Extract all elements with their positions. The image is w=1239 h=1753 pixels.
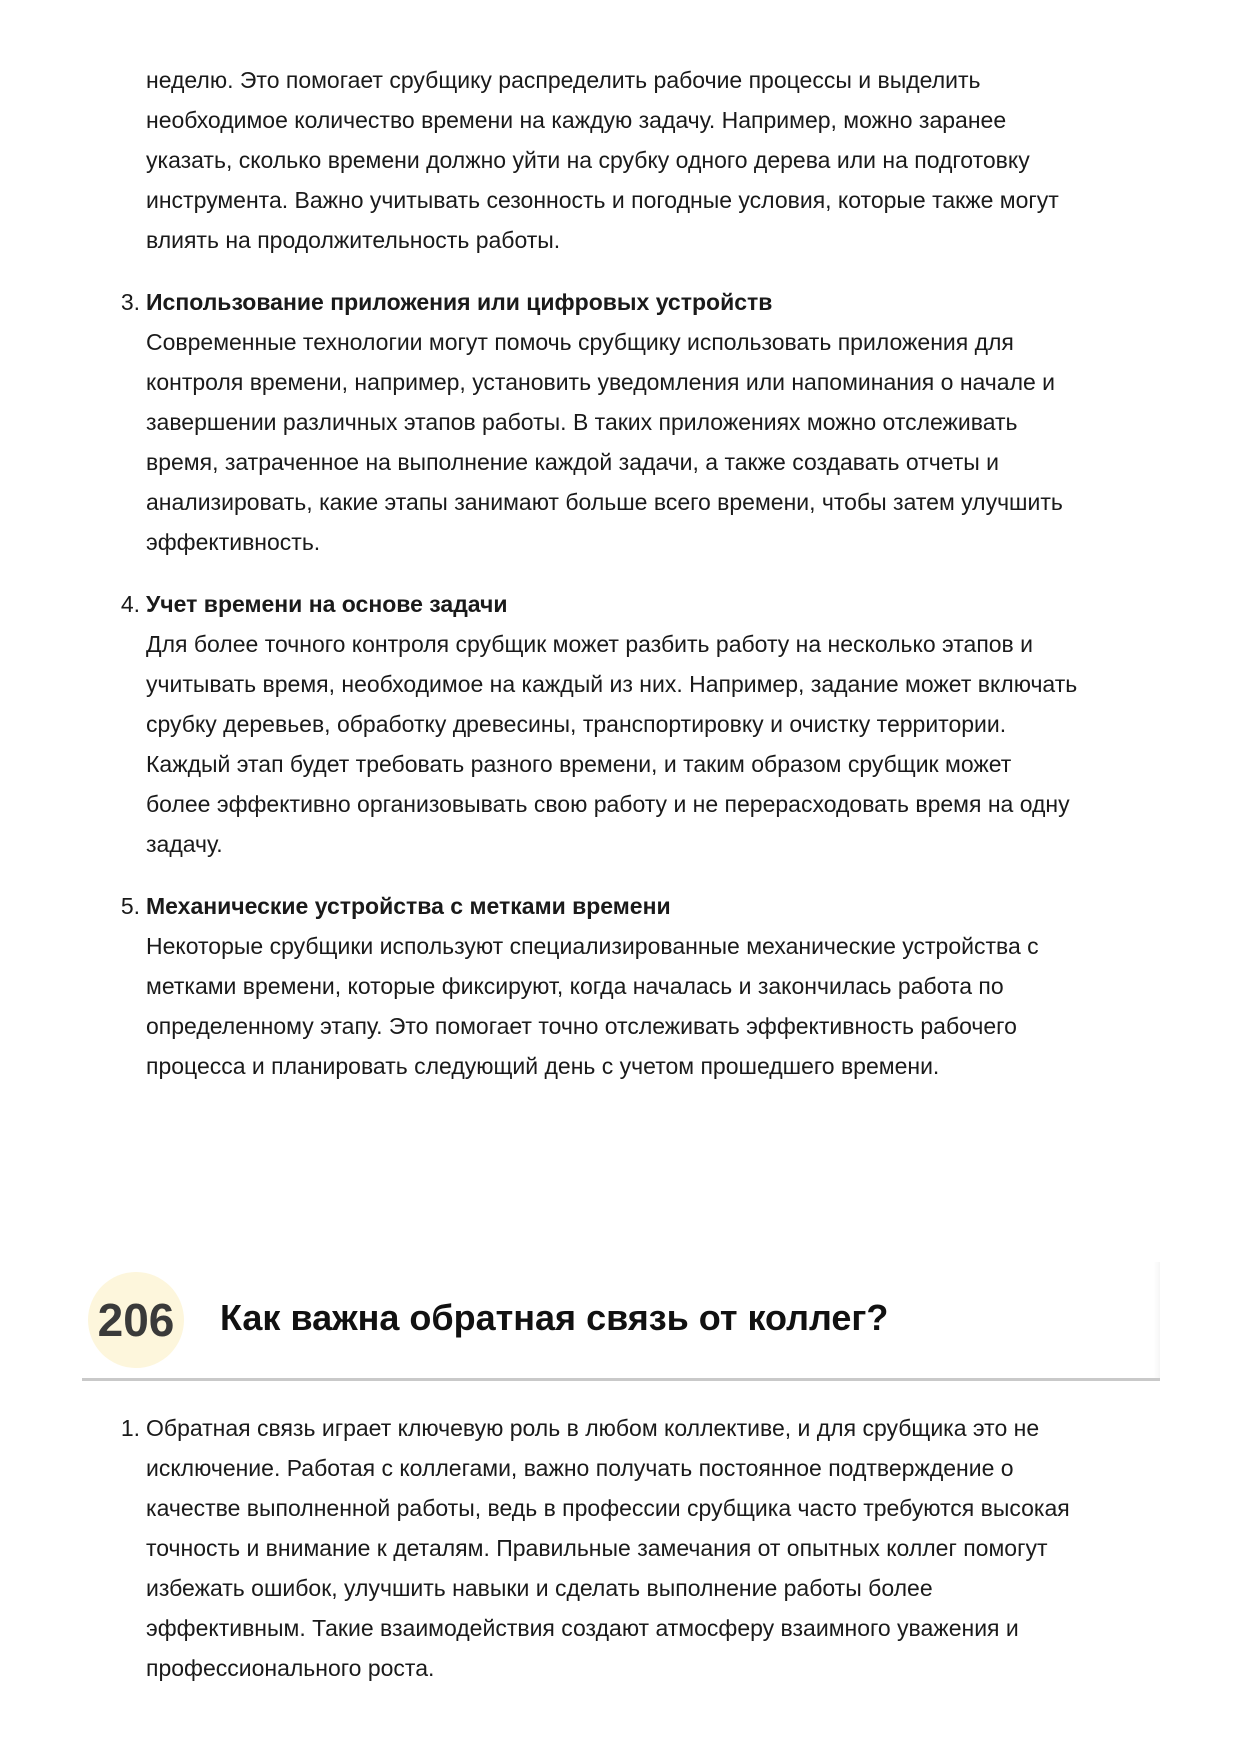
header-edge bbox=[1154, 1262, 1160, 1378]
text-line: контроля времени, например, установить уведомления или напоминания о начале и bbox=[146, 369, 1056, 395]
list-item-title: Учет времени на основе задачи bbox=[146, 591, 508, 617]
list-item-number: 3. bbox=[120, 289, 140, 315]
text-line: Для более точного контроля срубщик может разбить работу на несколько этапов и bbox=[146, 631, 1034, 657]
text-line: учитывать время, необходимое на каждый из них. Например, задание может включать bbox=[146, 671, 1078, 697]
text-line: анализировать, какие этапы занимают больше всего времени, чтобы затем улучшить bbox=[146, 489, 1063, 515]
text-line: завершении различных этапов работы. В таких приложениях можно отслеживать bbox=[146, 409, 1018, 435]
section-header bbox=[82, 1262, 1160, 1381]
text-line: эффективным. Такие взаимодействия создают атмосферу взаимного уважения и bbox=[146, 1615, 1019, 1641]
text-line: эффективность. bbox=[146, 529, 321, 555]
text-line: необходимое количество времени на каждую задачу. Например, можно заранее bbox=[146, 107, 1007, 133]
text-line: исключение. Работая с коллегами, важно получать постоянное подтверждение о bbox=[146, 1455, 1014, 1481]
text-line: определенному этапу. Это помогает точно отслеживать эффективность рабочего bbox=[146, 1013, 1017, 1039]
text-line: Обратная связь играет ключевую роль в любом коллективе, и для срубщика это не bbox=[146, 1415, 1040, 1441]
text-line: срубку деревьев, обработку древесины, транспортировку и очистку территории. bbox=[146, 711, 1007, 737]
text-line: качестве выполненной работы, ведь в профессии срубщика часто требуются высокая bbox=[146, 1495, 1070, 1521]
text-line: задачу. bbox=[146, 831, 223, 857]
text-line: инструмента. Важно учитывать сезонность и погодные условия, которые также могут bbox=[146, 187, 1059, 213]
text-line: время, затраченное на выполнение каждой задачи, а также создавать отчеты и bbox=[146, 449, 1000, 475]
list-item-body bbox=[146, 926, 1166, 1086]
list-item-body bbox=[146, 624, 1166, 864]
text-line: указать, сколько времени должно уйти на срубку одного дерева или на подготовку bbox=[146, 147, 1030, 173]
list-item-title: Использование приложения или цифровых устройств bbox=[146, 289, 773, 315]
text-line: неделю. Это помогает срубщику распределить рабочие процессы и выделить bbox=[146, 67, 981, 93]
text-line: процесса и планировать следующий день с учетом прошедшего времени. bbox=[146, 1053, 940, 1079]
section-number: 206 bbox=[97, 1294, 175, 1346]
text-line: профессионального роста. bbox=[146, 1655, 435, 1681]
list-item-body bbox=[146, 322, 1166, 562]
section-title: Как важна обратная связь от коллег? bbox=[220, 1297, 889, 1338]
text-line: избежать ошибок, улучшить навыки и сделать выполнение работы более bbox=[146, 1575, 933, 1601]
text-line: Некоторые срубщики используют специализированные механические устройства с bbox=[146, 933, 1039, 959]
list-item-number: 1. bbox=[120, 1415, 140, 1441]
text-line: точность и внимание к деталям. Правильные замечания от опытных коллег помогут bbox=[146, 1535, 1048, 1561]
list-item-body bbox=[146, 1408, 1166, 1688]
text-line: влиять на продолжительность работы. bbox=[146, 227, 561, 253]
text-line: Каждый этап будет требовать разного времени, и таким образом срубщик может bbox=[146, 751, 1012, 777]
text-line: более эффективно организовывать свою работу и не перерасходовать время на одну bbox=[146, 791, 1070, 817]
list-item-number: 4. bbox=[120, 591, 140, 617]
intro-paragraph bbox=[146, 60, 1166, 260]
list-item-title: Механические устройства с метками времени bbox=[146, 893, 671, 919]
text-line: метками времени, которые фиксируют, когда началась и закончилась работа по bbox=[146, 973, 1004, 999]
text-line: Современные технологии могут помочь срубщику использовать приложения для bbox=[146, 329, 1014, 355]
list-item-number: 5. bbox=[120, 893, 140, 919]
